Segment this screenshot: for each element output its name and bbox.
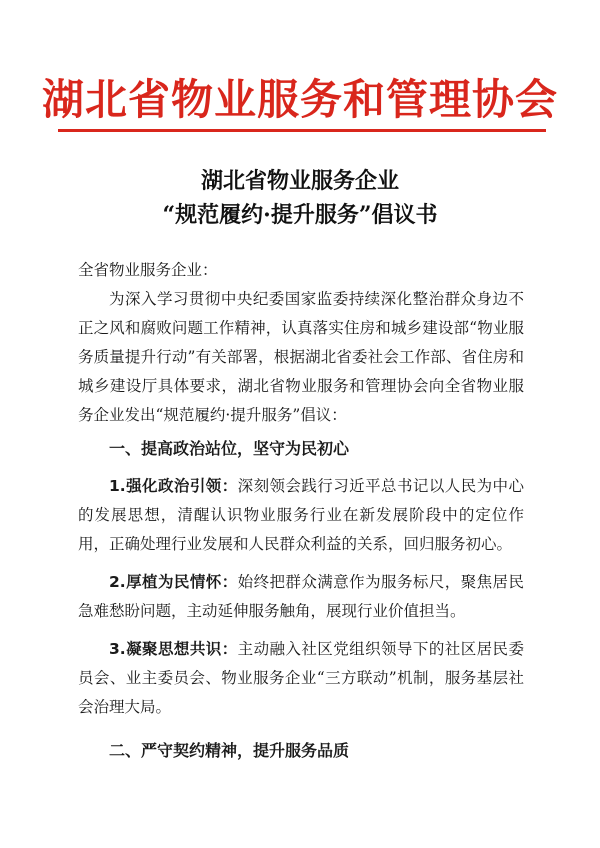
- item-label: 2.厚植为民情怀：: [109, 573, 238, 591]
- section-1-item-2: [78, 568, 524, 626]
- letterhead-title: 湖北省物业服务和管理协会: [41, 75, 558, 124]
- section-2-heading: 二、严守契约精神，提升服务品质: [109, 741, 350, 760]
- salutation: 全省物业服务企业：: [78, 261, 218, 279]
- document-body: [78, 256, 524, 765]
- item-label: 1.强化政治引领：: [109, 477, 238, 495]
- intro-paragraph: 为深入学习贯彻中央纪委国家监委持续深化整治群众身边不正之风和腐败问题工作精神，认真落实住房和城乡建设部“物业服务质量提升行动”有关部署，根据湖北省委社会工作部、省住房和城乡建设厅具体要求，湖北省物业服务和管理协会向全省物业服务企业发出“规范履约·提升服务”倡议：: [78, 290, 524, 424]
- section-1-item-3: [78, 635, 524, 722]
- section-1-item-1: [78, 472, 524, 559]
- letterhead-rule: [58, 129, 546, 132]
- item-text: 主动融入社区党组织领导下的社区居民委员会、业主委员会、物业服务企业“三方联动”机制，服务基层社会治理大局。: [78, 640, 524, 716]
- document-title-line1: 湖北省物业服务企业: [200, 168, 399, 194]
- section-1-heading: 一、提高政治站位，坚守为民初心: [109, 439, 350, 458]
- item-text: 深刻领会践行习近平总书记以人民为中心的发展思想，清醒认识物业服务行业在新发展阶段中的定位作用，正确处理行业发展和人民群众利益的关系，回归服务初心。: [78, 477, 524, 553]
- document-title-line2: “规范履约·提升服务”倡议书: [162, 202, 438, 228]
- item-text: 始终把群众满意作为服务标尺，聚焦居民急难愁盼问题，主动延伸服务触角，展现行业价值担当。: [78, 573, 524, 620]
- item-label: 3.凝聚思想共识：: [109, 640, 238, 658]
